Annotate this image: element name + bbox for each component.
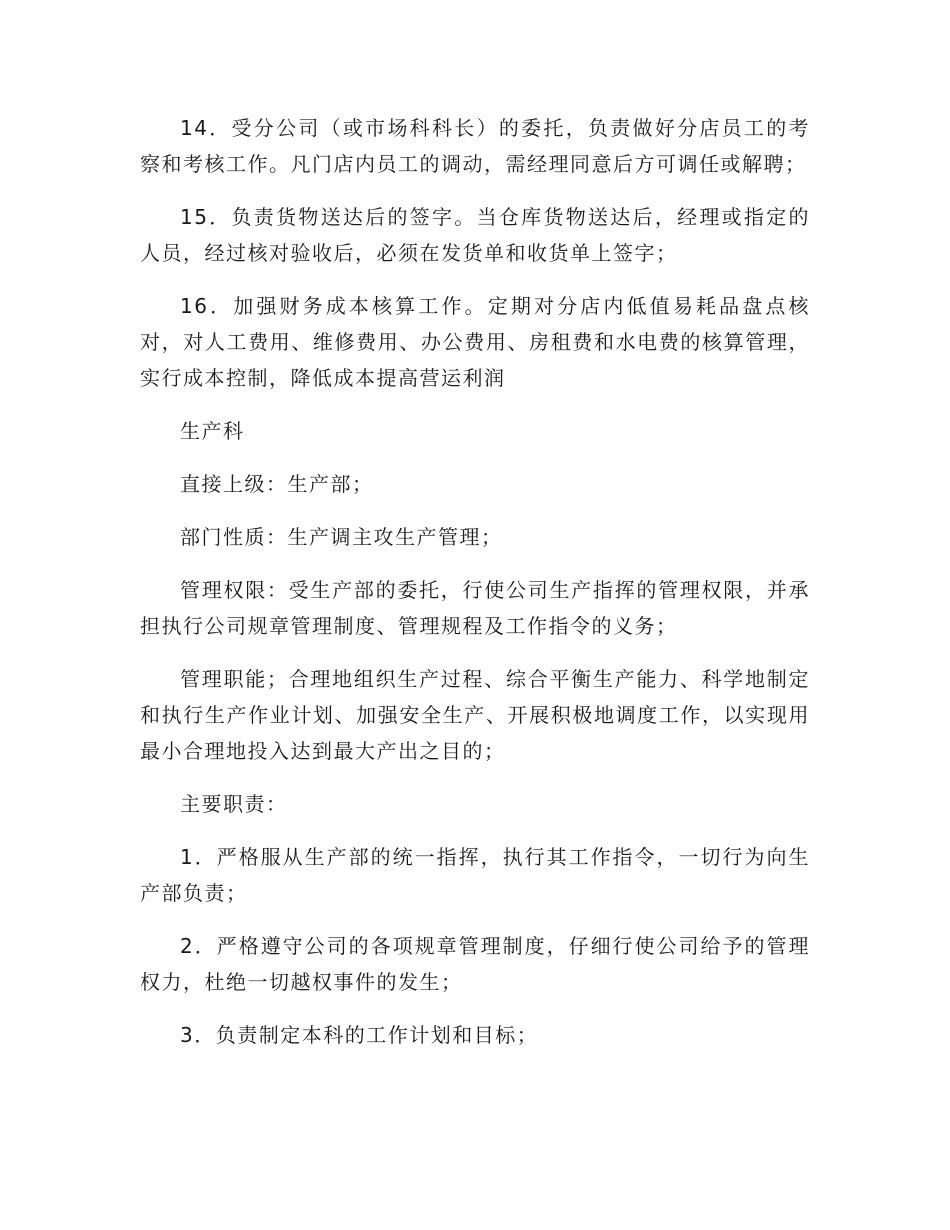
paragraph-management-authority: 管理权限：受生产部的委托，行使公司生产指挥的管理权限，并承担执行公司规章管理制度、管理规程及工作指令的义务； xyxy=(140,578,810,638)
paragraph-department-nature: 部门性质：生产调主攻生产管理； xyxy=(180,525,503,549)
document-body xyxy=(140,110,810,1070)
paragraph-item-15: 15．负责货物送达后的签字。当仓库货物送达后，经理或指定的人员，经过核对验收后，必须在发货单和收货单上签字； xyxy=(140,205,810,265)
paragraph-main-duties-heading: 主要职责： xyxy=(180,792,288,816)
paragraph-direct-superior: 直接上级：生产部； xyxy=(180,472,374,496)
paragraph-duty-3: 3．负责制定本科的工作计划和目标； xyxy=(180,1023,539,1047)
paragraph-item-16: 16．加强财务成本核算工作。定期对分店内低值易耗品盘点核对，对人工费用、维修费用、办公费用、房租费和水电费的核算管理，实行成本控制，降低成本提高营运利润 xyxy=(140,294,810,390)
paragraph-duty-1: 1．严格服从生产部的统一指挥，执行其工作指令，一切行为向生产部负责； xyxy=(140,845,810,905)
paragraph-duty-2: 2．严格遵守公司的各项规章管理制度，仔细行使公司给予的管理权力，杜绝一切越权事件的发生； xyxy=(140,934,810,994)
paragraph-item-14: 14．受分公司（或市场科科长）的委托，负责做好分店员工的考察和考核工作。凡门店内员工的调动，需经理同意后方可调任或解聘； xyxy=(140,116,810,176)
paragraph-management-function: 管理职能；合理地组织生产过程、综合平衡生产能力、科学地制定和执行生产作业计划、加强安全生产、开展积极地调度工作，以实现用最小合理地投入达到最大产出之目的； xyxy=(140,667,810,763)
section-heading: 生产科 xyxy=(180,419,245,443)
